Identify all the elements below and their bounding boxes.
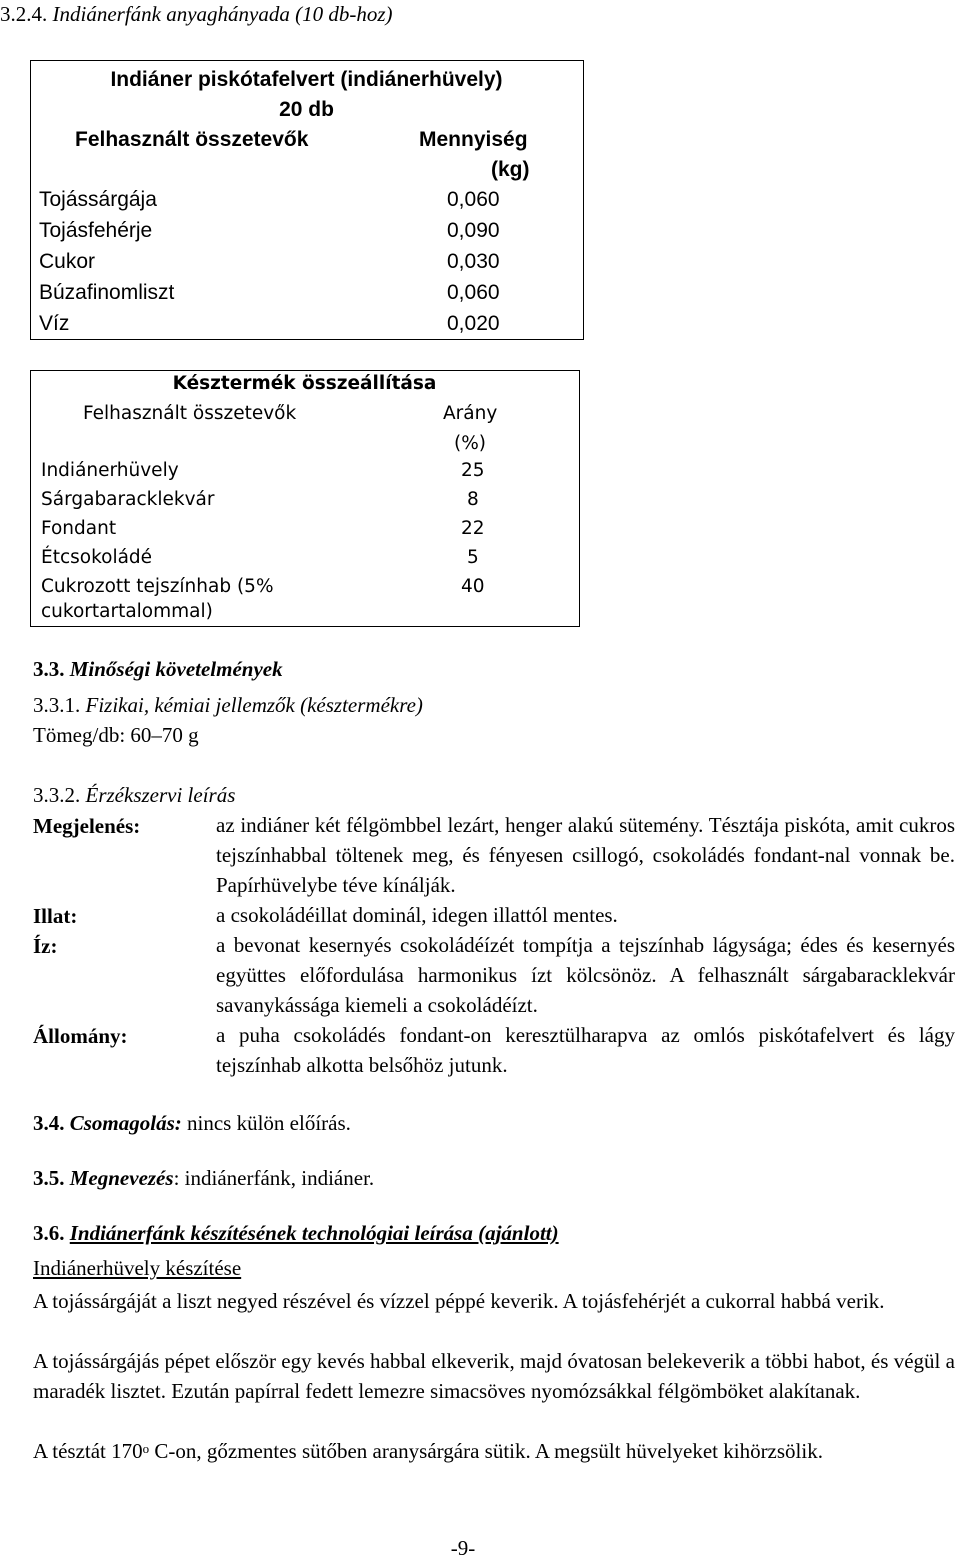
heading-title: Érzékszervi leírás bbox=[85, 783, 236, 807]
table2-row-name-cont: cukortartalommal) bbox=[41, 601, 213, 622]
table1-col-quantity: Mennyiség bbox=[419, 128, 528, 151]
table1-col-ingredients: Felhasznált összetevők bbox=[75, 128, 309, 151]
table1-row-name: Tojássárgája bbox=[39, 188, 157, 211]
table2-row-value: 25 bbox=[461, 460, 485, 481]
paragraph: A tojássárgájás pépet először egy kevés habbal elkeverik, majd óvatosan belekeverik a többi habot, és végül a maradék lisztet. Ezután papírral fedett lemezre simacsöves nyomózsákkal félgömböket alakítanak. bbox=[33, 1349, 955, 1403]
sensory-label: Állomány: bbox=[33, 1024, 128, 1048]
heading-3-2-4 bbox=[0, 2, 393, 26]
heading-title: Indiánerfánk anyaghányada (10 db-hoz) bbox=[52, 2, 393, 26]
weight-spec: Tömeg/db: 60–70 g bbox=[33, 723, 199, 747]
heading-number: 3.4. bbox=[33, 1111, 65, 1135]
assembly-table-shell bbox=[30, 370, 580, 627]
table2-col-ratio: Arány bbox=[443, 403, 498, 424]
sensory-text: a bevonat kesernyés csokoládéízét tompítja a tejszínhab lágysága; édes és kesernyés együttes előfordulása harmonikus ízt kölcsönöz. A felhasznált sárgabaracklekvár savanykássága kiemeli a csokoládéízt. bbox=[216, 933, 955, 1017]
table2-row-value: 22 bbox=[461, 518, 485, 539]
heading-number: 3.6. bbox=[33, 1221, 65, 1245]
heading-3-5 bbox=[33, 1166, 374, 1190]
table1-row-value: 0,060 bbox=[447, 188, 500, 211]
table2-row-value: 8 bbox=[467, 489, 479, 510]
heading-number: 3.3.2. bbox=[33, 783, 81, 807]
table1-row-name: Cukor bbox=[39, 250, 96, 273]
table1-row-name: Tojásfehérje bbox=[39, 219, 153, 242]
table2-row-name: Cukrozott tejszínhab (5% bbox=[41, 576, 274, 597]
heading-label: Megnevezés bbox=[69, 1166, 174, 1190]
heading-label: Csomagolás: bbox=[69, 1111, 182, 1135]
heading-title: Indiánerfánk készítésének technológiai leírása (ajánlott) bbox=[69, 1221, 559, 1245]
paragraph bbox=[33, 1436, 955, 1466]
sensory-label: Illat: bbox=[33, 904, 78, 928]
table2-row-name: Fondant bbox=[41, 518, 117, 539]
table2-row-name: Étcsokoládé bbox=[41, 547, 153, 568]
heading-3-3-2 bbox=[33, 783, 235, 807]
paragraph-part: A tésztát 170 bbox=[33, 1439, 143, 1463]
table2-col-unit: (%) bbox=[454, 433, 487, 454]
table1-row-name: Búzafinomliszt bbox=[39, 281, 175, 304]
heading-text: : indiánerfánk, indiáner. bbox=[173, 1166, 375, 1190]
heading-number: 3.5. bbox=[33, 1166, 65, 1190]
degree-sup: o bbox=[142, 1441, 150, 1456]
paragraph: A tojássárgáját a liszt negyed részével és vízzel péppé keverik. A tojásfehérjét a cukorral habbá verik. bbox=[33, 1289, 885, 1313]
sensory-text: az indiáner két félgömbbel lezárt, henger alakú sütemény. Tésztája piskóta, amit cukros tejszínhabbal töltenek meg, és fényesen csillogó, csokoládés fondant-nal vonnak be. Papírhüvelybe téve kínálják. bbox=[216, 813, 955, 897]
table1-subtitle: 20 db bbox=[279, 98, 334, 121]
table2-title: Késztermék összeállítása bbox=[172, 373, 437, 394]
heading-title: Fizikai, kémiai jellemzők (késztermékre) bbox=[85, 693, 423, 717]
sensory-label: Íz: bbox=[33, 934, 58, 958]
heading-number: 3.3.1. bbox=[33, 693, 81, 717]
table1-row-value: 0,030 bbox=[447, 250, 500, 273]
heading-3-3-1 bbox=[33, 693, 423, 717]
page-number: -9- bbox=[450, 1536, 476, 1560]
heading-3-6 bbox=[33, 1221, 559, 1245]
sensory-text: a puha csokoládés fondant-on keresztülharapva az omlós piskótafelvert és lágy tejszínhab alkotta belsőhöz jutunk. bbox=[216, 1023, 955, 1077]
sensory-text: a csokoládéillat dominál, idegen illattól mentes. bbox=[216, 903, 618, 927]
table2-row-value: 5 bbox=[467, 547, 479, 568]
table2-row-name: Indiánerhüvely bbox=[41, 460, 179, 481]
heading-text: nincs külön előírás. bbox=[181, 1111, 351, 1135]
table1-title: Indiáner piskótafelvert (indiánerhüvely) bbox=[110, 68, 503, 91]
table2-col-ingredients: Felhasznált összetevők bbox=[83, 403, 297, 424]
recipe-table-shell bbox=[30, 60, 584, 340]
heading-number: 3.2.4. bbox=[0, 2, 48, 26]
sensory-label: Megjelenés: bbox=[33, 814, 141, 838]
heading-title: Minőségi követelmények bbox=[69, 657, 283, 681]
table1-row-value: 0,060 bbox=[447, 281, 500, 304]
table1-row-value: 0,020 bbox=[447, 312, 500, 335]
paragraph-part: C-on, gőzmentes sütőben aranysárgára sütik. A megsült hüvelyeket kihörzsölik. bbox=[149, 1439, 823, 1463]
subheading: Indiánerhüvely készítése bbox=[33, 1256, 242, 1280]
table1-row-name: Víz bbox=[39, 312, 70, 335]
heading-3-3 bbox=[33, 657, 283, 681]
table2-row-name: Sárgabaracklekvár bbox=[41, 489, 215, 510]
heading-number: 3.3. bbox=[33, 657, 65, 681]
table2-row-value: 40 bbox=[461, 576, 485, 597]
heading-3-4 bbox=[33, 1111, 351, 1135]
table1-col-unit: (kg) bbox=[491, 158, 530, 181]
table1-row-value: 0,090 bbox=[447, 219, 500, 242]
